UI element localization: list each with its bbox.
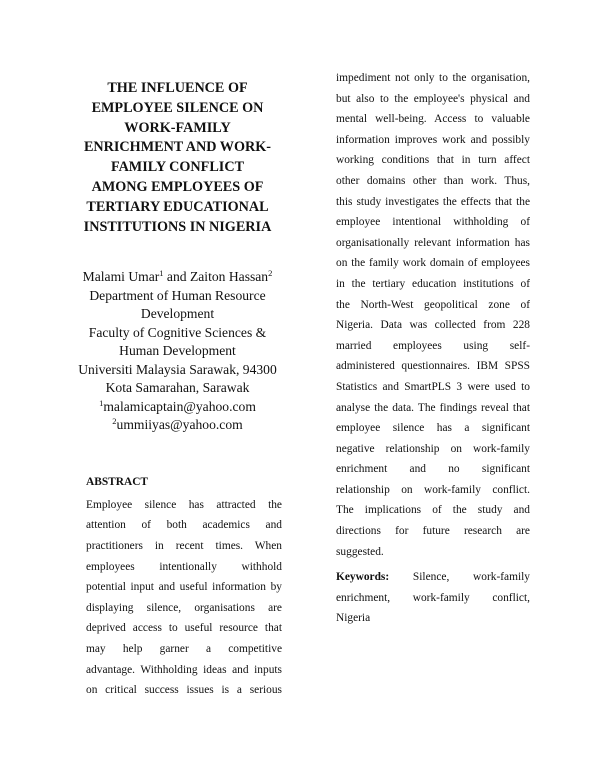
- title-line: WORK-FAMILY: [124, 119, 231, 136]
- email-2-sup: 2: [112, 416, 117, 427]
- keywords-text: Silence, work-family: [389, 571, 530, 584]
- abstract-line: displaying silence, organisations are: [86, 601, 282, 614]
- abstract-line: the North-West geopolitical zone of: [336, 298, 530, 311]
- abstract-line: deprived access to useful resource that: [86, 622, 282, 635]
- abstract-line: information improves work and possibly: [336, 133, 530, 146]
- abstract-line: Employee silence has attracted the: [86, 498, 282, 511]
- abstract-line: on the family work domain of employees: [336, 257, 530, 270]
- affiliation-line: Human Development: [119, 343, 236, 359]
- abstract-line: this study investigates the effects that the: [336, 195, 530, 208]
- abstract-line: may help garner a competitive: [86, 643, 282, 656]
- author-block: [70, 268, 285, 435]
- author-1-sup: 1: [159, 268, 164, 279]
- abstract-line: married employees using self-: [336, 339, 530, 352]
- title-line: INSTITUTIONS IN NIGERIA: [83, 218, 272, 235]
- abstract-line: The implications of the study and: [336, 504, 530, 517]
- keywords-block: [336, 567, 530, 629]
- email-2[interactable]: ummiiyas@yahoo.com: [116, 417, 243, 433]
- abstract-line: Statistics and SmartPLS 3 were used to: [336, 380, 530, 393]
- right-column: [336, 68, 530, 629]
- paper-title: [70, 79, 285, 237]
- abstract-line: potential input and useful information by: [86, 581, 282, 594]
- title-line: AMONG EMPLOYEES OF: [91, 178, 264, 195]
- abstract-line: employees intentionally withhold: [86, 560, 282, 573]
- abstract-line: administered questionnaires. IBM SPSS: [336, 360, 530, 373]
- abstract-line: on critical success issues is a serious: [86, 684, 282, 697]
- abstract-line: advantage. Withholding ideas and inputs: [86, 663, 282, 676]
- author-2-sup: 2: [268, 268, 273, 279]
- abstract-line: in the tertiary education institutions of: [336, 277, 530, 290]
- abstract-line: relationship on work-family conflict.: [336, 483, 530, 496]
- abstract-line: directions for future research are: [336, 525, 530, 538]
- abstract-line: analyse the data. The findings reveal that: [336, 401, 530, 414]
- keywords-label: Keywords:: [336, 571, 390, 584]
- abstract-line: suggested.: [336, 545, 384, 558]
- title-line: EMPLOYEE SILENCE ON: [91, 99, 264, 116]
- email-2-line: [70, 416, 285, 435]
- abstract-line: Nigeria. Data was collected from 228: [336, 319, 530, 332]
- keywords-line: enrichment, work-family conflict,: [336, 591, 530, 604]
- abstract-line: other domains other than work. Thus,: [336, 174, 530, 187]
- author-2: and Zaiton Hassan: [163, 269, 269, 285]
- left-column: [70, 79, 285, 701]
- abstract-line: employee silence has a significant: [336, 422, 530, 435]
- abstract-line: attention of both academics and: [86, 519, 282, 532]
- abstract-heading: ABSTRACT: [86, 475, 149, 488]
- affiliation-line: Faculty of Cognitive Sciences &: [88, 324, 267, 340]
- keywords-line: [336, 567, 530, 588]
- abstract-line: organisationally relevant information has: [336, 236, 530, 249]
- title-line: FAMILY CONFLICT: [110, 159, 245, 176]
- email-1[interactable]: malamicaptain@yahoo.com: [103, 398, 256, 414]
- abstract-left-text: [86, 495, 282, 701]
- abstract-line: employee intentional withholding of: [336, 216, 530, 229]
- title-line: ENRICHMENT AND WORK-: [83, 139, 272, 156]
- author-1: Malami Umar: [82, 269, 160, 285]
- title-line: TERTIARY EDUCATIONAL: [86, 198, 269, 215]
- affiliation-line: Development: [140, 306, 215, 322]
- affiliation-line: Department of Human Resource: [89, 287, 266, 303]
- abstract-line: enrichment and no significant: [336, 463, 530, 476]
- abstract-line: practitioners in recent times. When: [86, 540, 282, 553]
- abstract-line: mental well-being. Access to valuable: [336, 113, 530, 126]
- title-line: THE INFLUENCE OF: [107, 80, 248, 96]
- affiliation-line: Kota Samarahan, Sarawak: [105, 380, 250, 396]
- abstract-right-text: [336, 68, 530, 562]
- abstract-line: working conditions that in turn affect: [336, 154, 530, 167]
- abstract-line: but also to the employee's physical and: [336, 92, 530, 105]
- author-names: [70, 268, 285, 287]
- email-1-sup: 1: [99, 397, 104, 408]
- email-1-line: [70, 398, 285, 417]
- abstract-line: negative relationship on work-family: [336, 442, 530, 455]
- keywords-line: Nigeria: [336, 612, 371, 625]
- affiliation-line: Universiti Malaysia Sarawak, 94300: [78, 361, 277, 377]
- abstract-line: impediment not only to the organisation,: [336, 72, 530, 84]
